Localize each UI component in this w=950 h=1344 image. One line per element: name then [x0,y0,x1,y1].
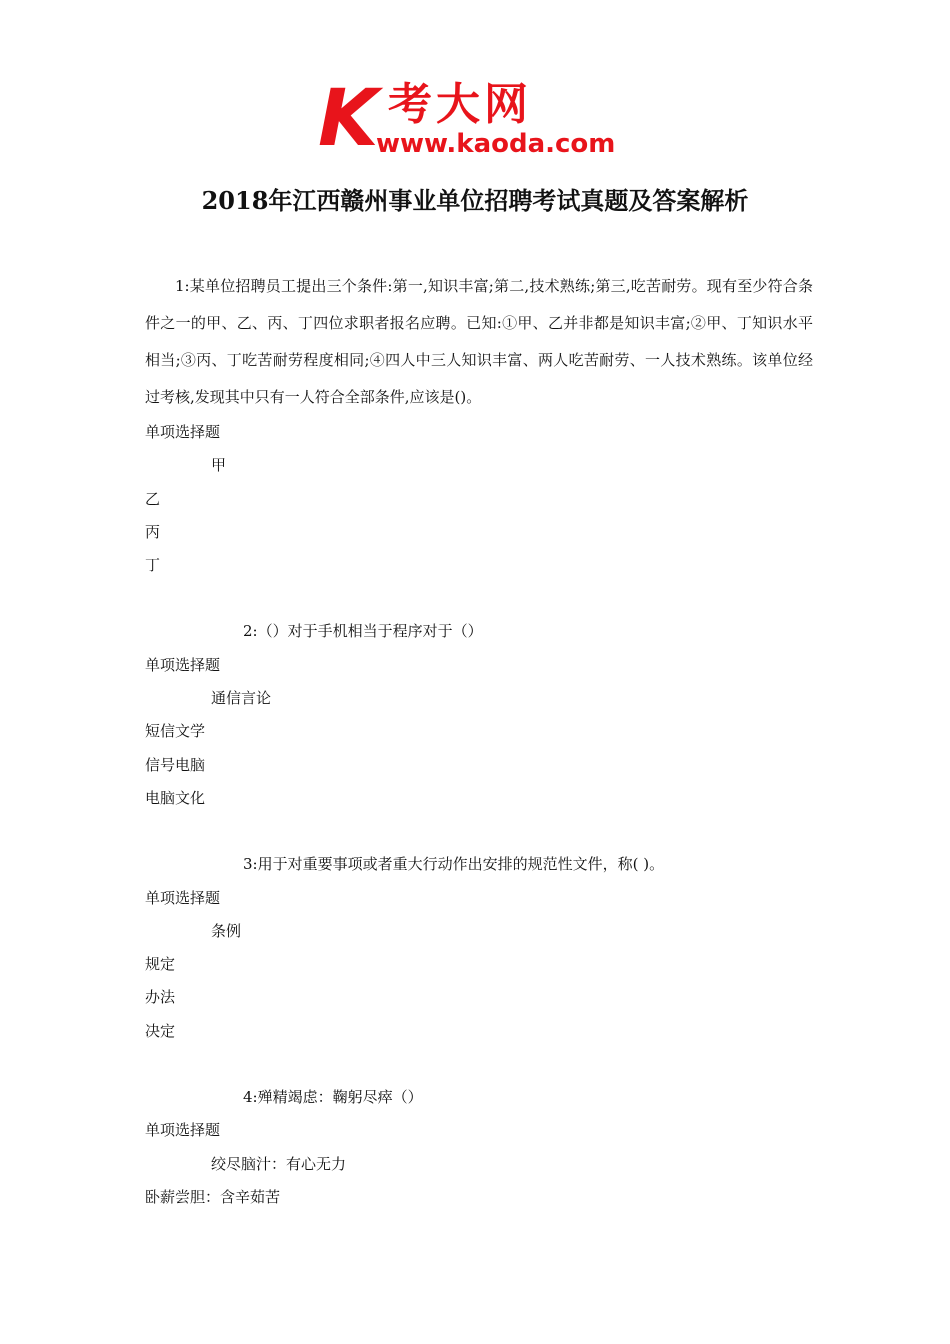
question-1-type: 单项选择题 [145,423,221,441]
spacer [145,815,813,848]
question-3-option-a[interactable]: 条例 [211,921,242,940]
question-2-option-b[interactable]: 短信文学 [145,722,206,741]
question-1-option-c[interactable]: 丙 [145,522,161,541]
question-2-type: 单项选择题 [145,655,221,674]
question-4-option-a[interactable]: 绞尽脑汁：有心无力 [211,1154,347,1173]
question-2-option-a[interactable]: 通信言论 [211,689,272,708]
question-3-type: 单项选择题 [145,888,221,907]
question-4-option-b[interactable]: 卧薪尝胆：含辛茹苦 [145,1187,281,1206]
question-4-stem: 4:殚精竭虑：鞠躬尽瘁（） [243,1088,423,1107]
spacer [145,1048,813,1081]
logo-url: www.kaoda.com [376,129,616,159]
spacer [145,582,813,615]
question-1-stem: 1:某单位招聘员工提出三个条件:第一,知识丰富;第二,技术熟练;第三,吃苦耐劳。现有至少符合条件之一的甲、乙、丙、丁四位求职者报名应聘。已知:①甲、乙并非都是知识丰富;②甲、丁知识水平相当;③丙、丁吃苦耐劳程度相同;④四人中三人知识丰富、两人吃苦耐劳、一人技术熟练。该单位经过考核,发现其中只有一人符合全部条件,应该是()。 [145,277,813,406]
question-2-stem: 2:（）对于手机相当于程序对于（） [243,622,483,641]
question-1-option-d[interactable]: 丁 [145,556,161,575]
question-3-option-c[interactable]: 办法 [145,988,176,1007]
question-4-type: 单项选择题 [145,1121,221,1140]
question-2-option-d[interactable]: 电脑文化 [145,788,206,807]
question-3-option-b[interactable]: 规定 [145,955,176,974]
kaoda-logo [318,74,638,164]
question-3-option-d[interactable]: 决定 [145,1021,176,1040]
logo-site-name: 考大网 [388,79,532,130]
question-3-stem: 3:用于对重要事项或者重大行动作出安排的规范性文件，称( )。 [243,855,665,874]
logo-k-mark: K [318,74,379,164]
page-title: 2018年江西赣州事业单位招聘考试真题及答案解析 [201,186,749,215]
question-1-option-b[interactable]: 乙 [145,489,161,508]
question-list [145,268,813,1214]
question-2-option-c[interactable]: 信号电脑 [145,755,206,774]
question-1-option-a[interactable]: 甲 [211,456,227,475]
